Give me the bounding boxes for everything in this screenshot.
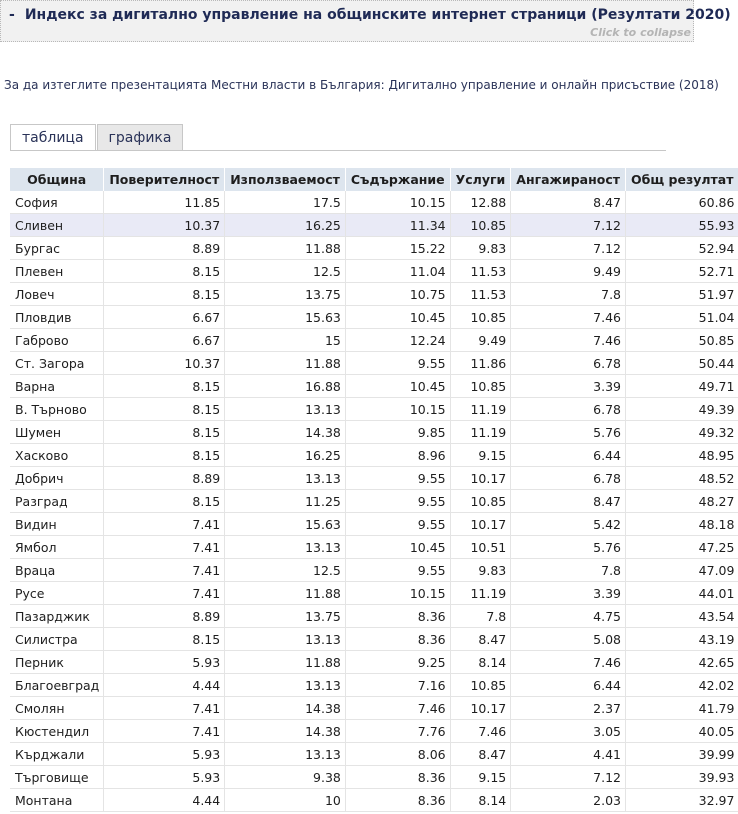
score-cell: 9.15 — [450, 766, 511, 789]
score-cell: 8.06 — [345, 743, 450, 766]
score-cell: 7.76 — [345, 720, 450, 743]
score-cell: 13.75 — [225, 283, 346, 306]
score-cell: 10.85 — [450, 490, 511, 513]
results-table — [10, 168, 738, 812]
score-cell: 7.12 — [511, 237, 626, 260]
score-cell: 8.15 — [104, 260, 225, 283]
score-cell: 60.86 — [626, 191, 738, 214]
score-cell: 11.04 — [345, 260, 450, 283]
score-cell: 7.41 — [104, 536, 225, 559]
score-cell: 2.37 — [511, 697, 626, 720]
score-cell: 8.89 — [104, 467, 225, 490]
score-cell: 9.85 — [345, 421, 450, 444]
table-row — [10, 214, 738, 237]
score-cell: 32.97 — [626, 789, 738, 812]
collapsible-panel-header[interactable] — [0, 0, 731, 42]
score-cell: 52.71 — [626, 260, 738, 283]
column-header[interactable]: Община — [10, 168, 104, 191]
score-cell: 42.65 — [626, 651, 738, 674]
score-cell: 13.13 — [225, 398, 346, 421]
score-cell: 8.36 — [345, 789, 450, 812]
municipality-cell: Русе — [10, 582, 104, 605]
column-header[interactable]: Съдържание — [345, 168, 450, 191]
score-cell: 9.49 — [450, 329, 511, 352]
score-cell: 42.02 — [626, 674, 738, 697]
table-row — [10, 766, 738, 789]
score-cell: 7.46 — [511, 651, 626, 674]
tab-chart[interactable]: графика — [97, 124, 184, 150]
score-cell: 11.53 — [450, 260, 511, 283]
score-cell: 55.93 — [626, 214, 738, 237]
score-cell: 7.46 — [511, 306, 626, 329]
municipality-cell: Благоевград — [10, 674, 104, 697]
score-cell: 15 — [225, 329, 346, 352]
score-cell: 14.38 — [225, 697, 346, 720]
municipality-cell: Бургас — [10, 237, 104, 260]
score-cell: 5.42 — [511, 513, 626, 536]
score-cell: 52.94 — [626, 237, 738, 260]
table-body — [10, 191, 738, 812]
score-cell: 11.88 — [225, 651, 346, 674]
score-cell: 48.18 — [626, 513, 738, 536]
score-cell: 6.44 — [511, 444, 626, 467]
tab-table[interactable]: таблица — [10, 124, 96, 151]
column-header[interactable]: Услуги — [450, 168, 511, 191]
score-cell: 14.38 — [225, 720, 346, 743]
table-row — [10, 260, 738, 283]
score-cell: 51.97 — [626, 283, 738, 306]
score-cell: 13.13 — [225, 743, 346, 766]
municipality-cell: Сливен — [10, 214, 104, 237]
score-cell: 49.71 — [626, 375, 738, 398]
score-cell: 9.49 — [511, 260, 626, 283]
score-cell: 8.15 — [104, 490, 225, 513]
score-cell: 10.37 — [104, 352, 225, 375]
score-cell: 7.46 — [345, 697, 450, 720]
score-cell: 13.75 — [225, 605, 346, 628]
table-row — [10, 329, 738, 352]
score-cell: 5.93 — [104, 766, 225, 789]
score-cell: 10.45 — [345, 375, 450, 398]
score-cell: 9.55 — [345, 559, 450, 582]
score-cell: 9.38 — [225, 766, 346, 789]
score-cell: 49.32 — [626, 421, 738, 444]
table-row — [10, 536, 738, 559]
score-cell: 13.13 — [225, 536, 346, 559]
score-cell: 8.15 — [104, 628, 225, 651]
collapse-hint[interactable]: Click to collapse — [590, 26, 691, 39]
table-row — [10, 490, 738, 513]
score-cell: 11.88 — [225, 237, 346, 260]
score-cell: 9.55 — [345, 352, 450, 375]
municipality-cell: Кърджали — [10, 743, 104, 766]
score-cell: 4.41 — [511, 743, 626, 766]
score-cell: 15.22 — [345, 237, 450, 260]
table-row — [10, 720, 738, 743]
score-cell: 48.52 — [626, 467, 738, 490]
score-cell: 11.88 — [225, 352, 346, 375]
table-row — [10, 283, 738, 306]
municipality-cell: Кюстендил — [10, 720, 104, 743]
score-cell: 10.45 — [345, 536, 450, 559]
score-cell: 10.15 — [345, 191, 450, 214]
score-cell: 11.25 — [225, 490, 346, 513]
score-cell: 6.67 — [104, 329, 225, 352]
score-cell: 10.37 — [104, 214, 225, 237]
score-cell: 6.44 — [511, 674, 626, 697]
view-tabs — [10, 124, 184, 150]
municipality-cell: Смолян — [10, 697, 104, 720]
panel-title[interactable] — [9, 7, 731, 23]
score-cell: 16.88 — [225, 375, 346, 398]
score-cell: 8.14 — [450, 651, 511, 674]
score-cell: 3.39 — [511, 582, 626, 605]
score-cell: 8.47 — [511, 191, 626, 214]
score-cell: 11.85 — [104, 191, 225, 214]
table-row — [10, 697, 738, 720]
panel-title-text: Индекс за дигитално управление на общинските интернет страници (Резултати 2020) — [24, 7, 731, 23]
score-cell: 39.99 — [626, 743, 738, 766]
score-cell: 10 — [225, 789, 346, 812]
score-cell: 6.78 — [511, 352, 626, 375]
score-cell: 10.15 — [345, 398, 450, 421]
score-cell: 11.88 — [225, 582, 346, 605]
score-cell: 7.41 — [104, 582, 225, 605]
municipality-cell: В. Търново — [10, 398, 104, 421]
municipality-cell: Пазарджик — [10, 605, 104, 628]
table-row — [10, 628, 738, 651]
municipality-cell: Ст. Загора — [10, 352, 104, 375]
score-cell: 8.47 — [450, 628, 511, 651]
score-cell: 48.27 — [626, 490, 738, 513]
score-cell: 12.88 — [450, 191, 511, 214]
score-cell: 9.83 — [450, 237, 511, 260]
table-row — [10, 651, 738, 674]
table-row — [10, 513, 738, 536]
table-row — [10, 467, 738, 490]
score-cell: 8.15 — [104, 398, 225, 421]
score-cell: 11.86 — [450, 352, 511, 375]
municipality-cell: Разград — [10, 490, 104, 513]
score-cell: 14.38 — [225, 421, 346, 444]
municipality-cell: Търговище — [10, 766, 104, 789]
score-cell: 6.78 — [511, 467, 626, 490]
score-cell: 49.39 — [626, 398, 738, 421]
municipality-cell: Ямбол — [10, 536, 104, 559]
score-cell: 3.05 — [511, 720, 626, 743]
municipality-cell: Враца — [10, 559, 104, 582]
score-cell: 8.89 — [104, 605, 225, 628]
table-row — [10, 444, 738, 467]
score-cell: 13.13 — [225, 674, 346, 697]
municipality-cell: Хасково — [10, 444, 104, 467]
score-cell: 7.12 — [511, 766, 626, 789]
collapse-toggle-icon[interactable]: - — [9, 7, 15, 23]
score-cell: 4.44 — [104, 789, 225, 812]
score-cell: 7.41 — [104, 513, 225, 536]
score-cell: 15.63 — [225, 306, 346, 329]
table-row — [10, 743, 738, 766]
score-cell: 9.55 — [345, 513, 450, 536]
score-cell: 8.96 — [345, 444, 450, 467]
score-cell: 10.45 — [345, 306, 450, 329]
score-cell: 12.5 — [225, 559, 346, 582]
score-cell: 8.36 — [345, 628, 450, 651]
score-cell: 8.15 — [104, 444, 225, 467]
score-cell: 17.5 — [225, 191, 346, 214]
score-cell: 9.55 — [345, 467, 450, 490]
score-cell: 12.5 — [225, 260, 346, 283]
table-row — [10, 191, 738, 214]
score-cell: 9.55 — [345, 490, 450, 513]
score-cell: 9.15 — [450, 444, 511, 467]
score-cell: 11.34 — [345, 214, 450, 237]
score-cell: 16.25 — [225, 444, 346, 467]
table-row — [10, 237, 738, 260]
score-cell: 9.83 — [450, 559, 511, 582]
municipality-cell: Видин — [10, 513, 104, 536]
score-cell: 48.95 — [626, 444, 738, 467]
table-row — [10, 375, 738, 398]
score-cell: 11.53 — [450, 283, 511, 306]
municipality-cell: Пловдив — [10, 306, 104, 329]
score-cell: 51.04 — [626, 306, 738, 329]
score-cell: 10.17 — [450, 697, 511, 720]
score-cell: 11.19 — [450, 582, 511, 605]
score-cell: 5.08 — [511, 628, 626, 651]
score-cell: 10.51 — [450, 536, 511, 559]
score-cell: 10.15 — [345, 582, 450, 605]
score-cell: 50.85 — [626, 329, 738, 352]
table-row — [10, 605, 738, 628]
score-cell: 8.15 — [104, 283, 225, 306]
score-cell: 8.14 — [450, 789, 511, 812]
score-cell: 8.15 — [104, 421, 225, 444]
score-cell: 39.93 — [626, 766, 738, 789]
score-cell: 7.46 — [511, 329, 626, 352]
score-cell: 4.75 — [511, 605, 626, 628]
score-cell: 47.25 — [626, 536, 738, 559]
score-cell: 6.67 — [104, 306, 225, 329]
table-row — [10, 582, 738, 605]
score-cell: 8.36 — [345, 766, 450, 789]
score-cell: 8.36 — [345, 605, 450, 628]
table-header-row — [10, 168, 738, 191]
score-cell: 8.15 — [104, 375, 225, 398]
score-cell: 5.76 — [511, 536, 626, 559]
column-header[interactable]: Използваемост — [225, 168, 346, 191]
score-cell: 8.47 — [450, 743, 511, 766]
score-cell: 6.78 — [511, 398, 626, 421]
table-row — [10, 352, 738, 375]
municipality-cell: Плевен — [10, 260, 104, 283]
table-row — [10, 559, 738, 582]
table-row — [10, 398, 738, 421]
column-header[interactable]: Общ резултат — [626, 168, 738, 191]
score-cell: 10.85 — [450, 375, 511, 398]
score-cell: 7.8 — [450, 605, 511, 628]
table-row — [10, 421, 738, 444]
score-cell: 13.13 — [225, 467, 346, 490]
score-cell: 5.93 — [104, 651, 225, 674]
score-cell: 7.41 — [104, 697, 225, 720]
score-cell: 5.76 — [511, 421, 626, 444]
score-cell: 7.46 — [450, 720, 511, 743]
score-cell: 10.75 — [345, 283, 450, 306]
municipality-cell: София — [10, 191, 104, 214]
score-cell: 41.79 — [626, 697, 738, 720]
score-cell: 7.8 — [511, 283, 626, 306]
score-cell: 5.93 — [104, 743, 225, 766]
score-cell: 7.16 — [345, 674, 450, 697]
score-cell: 11.19 — [450, 398, 511, 421]
tab-divider — [10, 150, 666, 151]
score-cell: 7.8 — [511, 559, 626, 582]
municipality-cell: Силистра — [10, 628, 104, 651]
municipality-cell: Монтана — [10, 789, 104, 812]
download-presentation-text[interactable]: За да изтеглите презентацията Местни власти в България: Дигитално управление и онлайн присъствие (2018) — [4, 78, 719, 92]
score-cell: 47.09 — [626, 559, 738, 582]
column-header[interactable]: Поверителност — [104, 168, 225, 191]
table-row — [10, 306, 738, 329]
score-cell: 8.47 — [511, 490, 626, 513]
score-cell: 40.05 — [626, 720, 738, 743]
score-cell: 7.41 — [104, 720, 225, 743]
score-cell: 16.25 — [225, 214, 346, 237]
score-cell: 44.01 — [626, 582, 738, 605]
score-cell: 7.12 — [511, 214, 626, 237]
score-cell: 9.25 — [345, 651, 450, 674]
municipality-cell: Габрово — [10, 329, 104, 352]
score-cell: 4.44 — [104, 674, 225, 697]
table-row — [10, 789, 738, 812]
score-cell: 10.17 — [450, 467, 511, 490]
municipality-cell: Добрич — [10, 467, 104, 490]
score-cell: 8.89 — [104, 237, 225, 260]
score-cell: 13.13 — [225, 628, 346, 651]
score-cell: 2.03 — [511, 789, 626, 812]
score-cell: 50.44 — [626, 352, 738, 375]
score-cell: 3.39 — [511, 375, 626, 398]
municipality-cell: Варна — [10, 375, 104, 398]
municipality-cell: Перник — [10, 651, 104, 674]
municipality-cell: Шумен — [10, 421, 104, 444]
municipality-cell: Ловеч — [10, 283, 104, 306]
score-cell: 10.85 — [450, 306, 511, 329]
score-cell: 15.63 — [225, 513, 346, 536]
table-row — [10, 674, 738, 697]
score-cell: 10.17 — [450, 513, 511, 536]
score-cell: 43.19 — [626, 628, 738, 651]
score-cell: 43.54 — [626, 605, 738, 628]
score-cell: 10.85 — [450, 674, 511, 697]
score-cell: 11.19 — [450, 421, 511, 444]
column-header[interactable]: Ангажираност — [511, 168, 626, 191]
score-cell: 10.85 — [450, 214, 511, 237]
score-cell: 7.41 — [104, 559, 225, 582]
score-cell: 12.24 — [345, 329, 450, 352]
